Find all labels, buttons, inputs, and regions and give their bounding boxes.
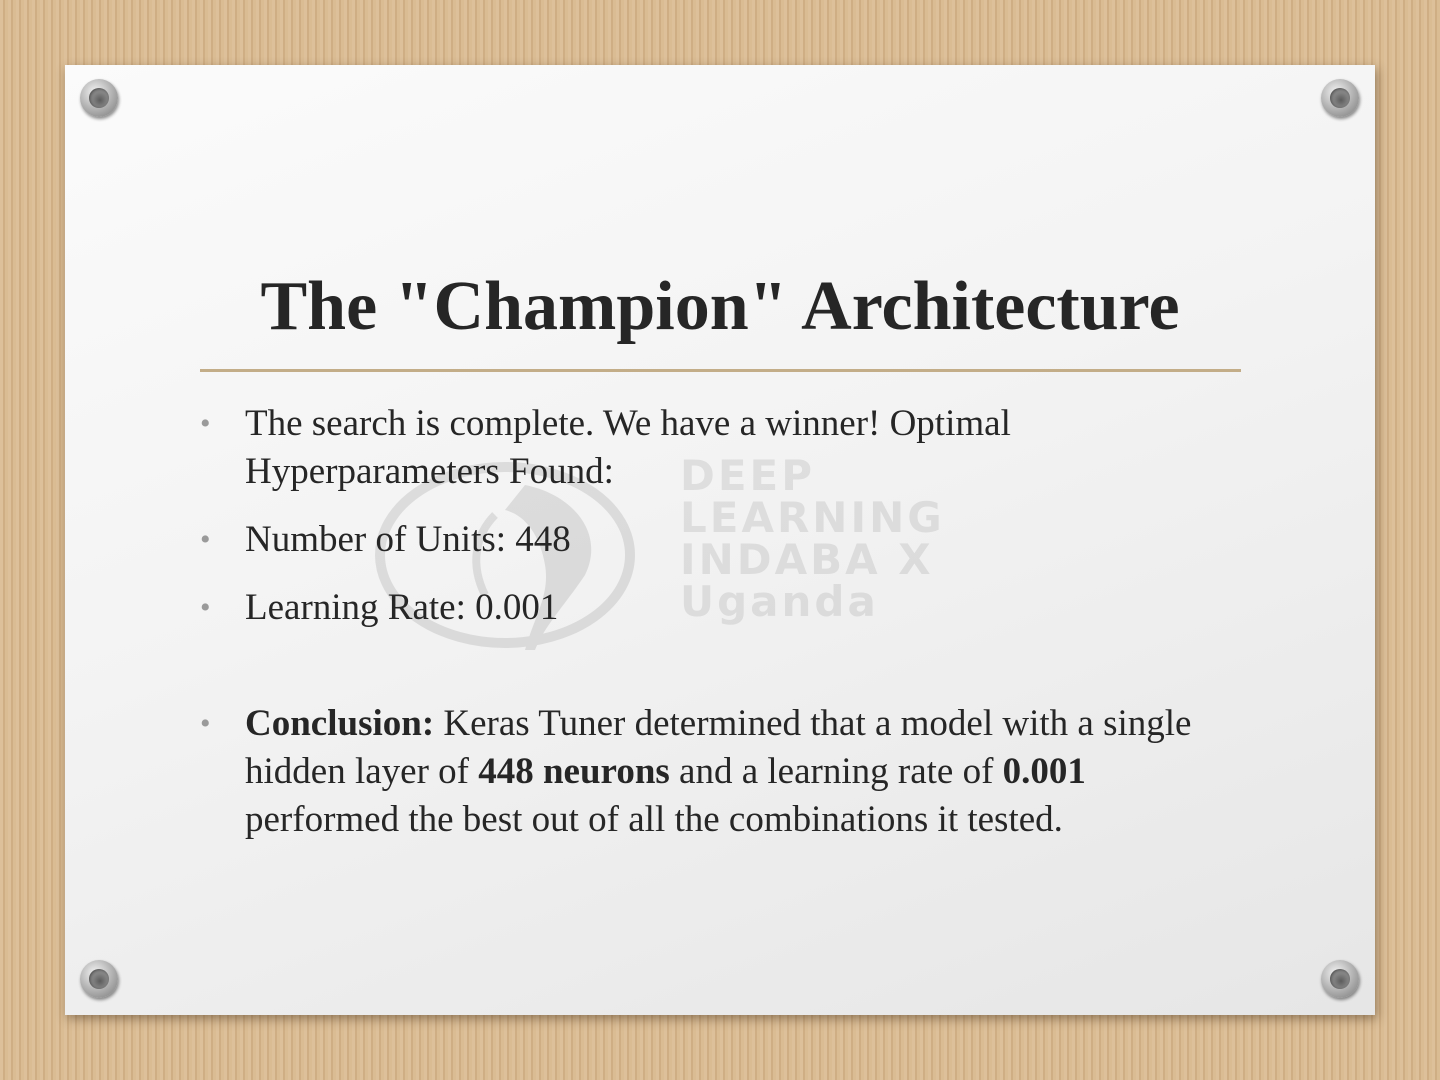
conclusion-neurons: 448 neurons [478, 751, 670, 792]
bullet-text: Learning Rate: 0.001 [245, 587, 559, 628]
list-item [200, 516, 1205, 564]
bullet-text: The search is complete. We have a winner! Optimal Hyperparameters Found: [245, 403, 1011, 492]
conclusion-text-1: Keras Tuner determined that a model with a single hidden layer of [245, 703, 1192, 792]
conclusion-lead: Conclusion: [245, 703, 435, 744]
conclusion-text-3: performed the best out of all the combinations it tested. [245, 799, 1063, 840]
watermark-text: DEEP LEARNING INDABA X Uganda [680, 451, 945, 626]
conclusion-text-2: and a learning rate of [669, 751, 1003, 792]
bullet-icon: • [200, 591, 211, 624]
grommet-icon [1321, 960, 1359, 998]
bullet-text: Number of Units: 448 [245, 519, 571, 560]
conclusion-learning-rate: 0.001 [1002, 751, 1086, 792]
bullet-icon: • [200, 523, 211, 556]
bullet-list [200, 400, 1205, 864]
grommet-icon [80, 960, 118, 998]
title-divider [200, 369, 1241, 372]
slide-card [65, 65, 1375, 1015]
conclusion-item [200, 700, 1205, 844]
bullet-icon: • [200, 407, 211, 440]
grommet-icon [80, 79, 118, 117]
list-item [200, 584, 1205, 632]
slide-title: The "Champion" Architecture [260, 268, 1180, 345]
bullet-icon: • [200, 707, 211, 740]
grommet-icon [1321, 79, 1359, 117]
list-item [200, 400, 1205, 496]
